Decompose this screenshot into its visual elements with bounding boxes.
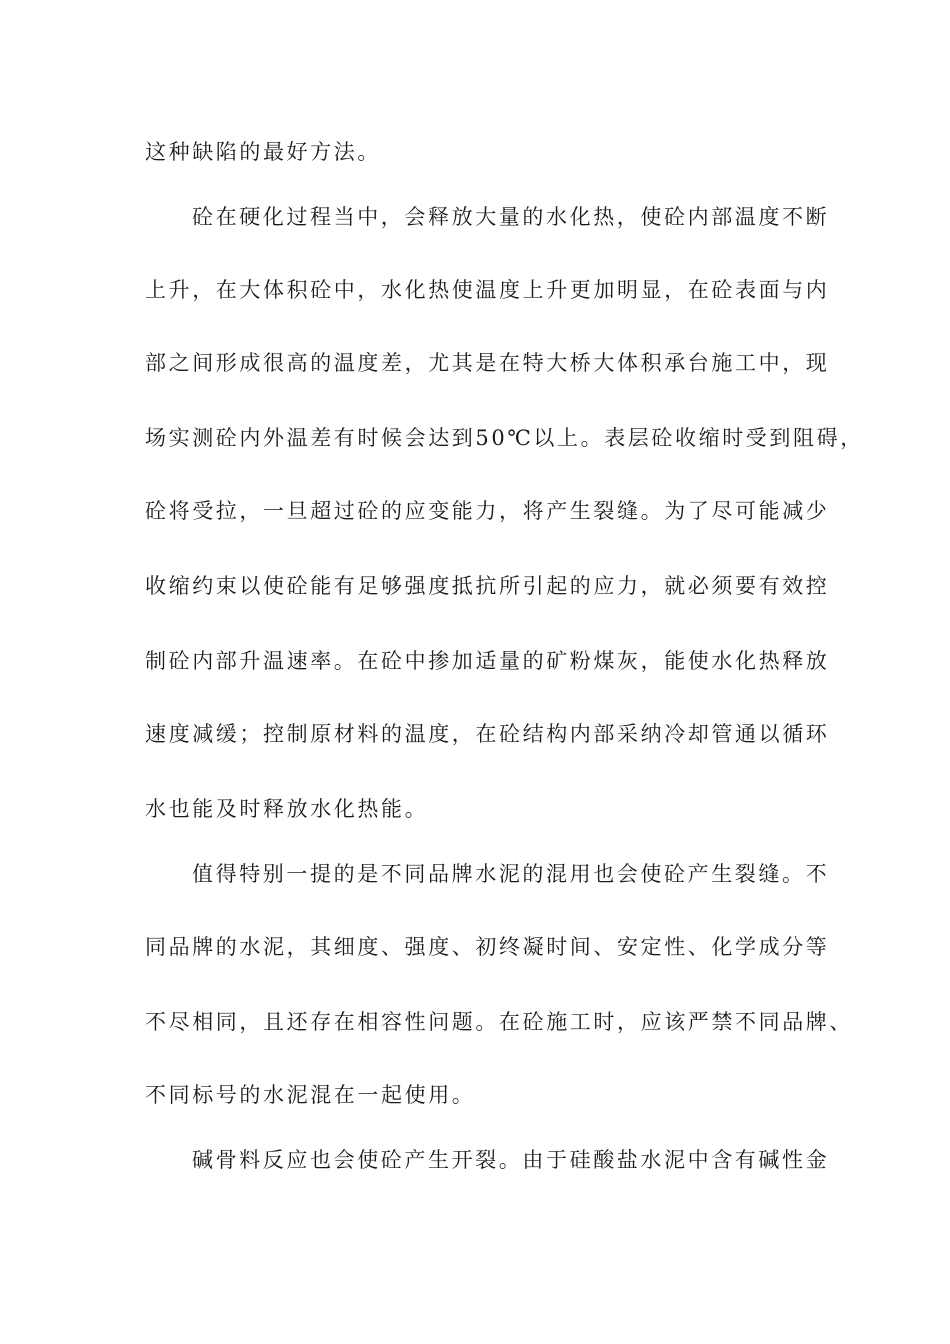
text-line: 制砼内部升温速率。在砼中掺加适量的矿粉煤灰，能使水化热释放 bbox=[145, 649, 830, 673]
text-line: 这种缺陷的最好方法。 bbox=[145, 140, 381, 164]
text-line: 场实测砼内外温差有时候会达到50℃以上。表层砼收缩时受到阻碍， bbox=[145, 426, 864, 450]
text-line: 不尽相同，且还存在相容性问题。在砼施工时，应该严禁不同品牌、 bbox=[145, 1010, 853, 1034]
text-line: 同品牌的水泥，其细度、强度、初终凝时间、安定性、化学成分等 bbox=[145, 935, 830, 959]
text-line: 不同标号的水泥混在一起使用。 bbox=[145, 1083, 476, 1107]
text-line: 收缩约束以使砼能有足够强度抵抗所引起的应力，就必须要有效控 bbox=[145, 574, 830, 598]
paragraph-first-line: 砼在硬化过程当中，会释放大量的水化热，使砼内部温度不断 bbox=[192, 205, 830, 229]
text-line: 上升，在大体积砼中，水化热使温度上升更加明显，在砼表面与内 bbox=[145, 278, 830, 302]
text-line: 砼将受拉，一旦超过砼的应变能力，将产生裂缝。为了尽可能减少 bbox=[145, 499, 830, 523]
text-line: 部之间形成很高的温度差，尤其是在特大桥大体积承台施工中，现 bbox=[145, 351, 830, 375]
text-line: 速度减缓；控制原材料的温度，在砼结构内部采纳冷却管通以循环 bbox=[145, 722, 830, 746]
text-line: 水也能及时释放水化热能。 bbox=[145, 797, 429, 821]
paragraph-first-line: 碱骨料反应也会使砼产生开裂。由于硅酸盐水泥中含有碱性金 bbox=[192, 1148, 830, 1172]
paragraph-first-line: 值得特别一提的是不同品牌水泥的混用也会使砼产生裂缝。不 bbox=[192, 862, 830, 886]
